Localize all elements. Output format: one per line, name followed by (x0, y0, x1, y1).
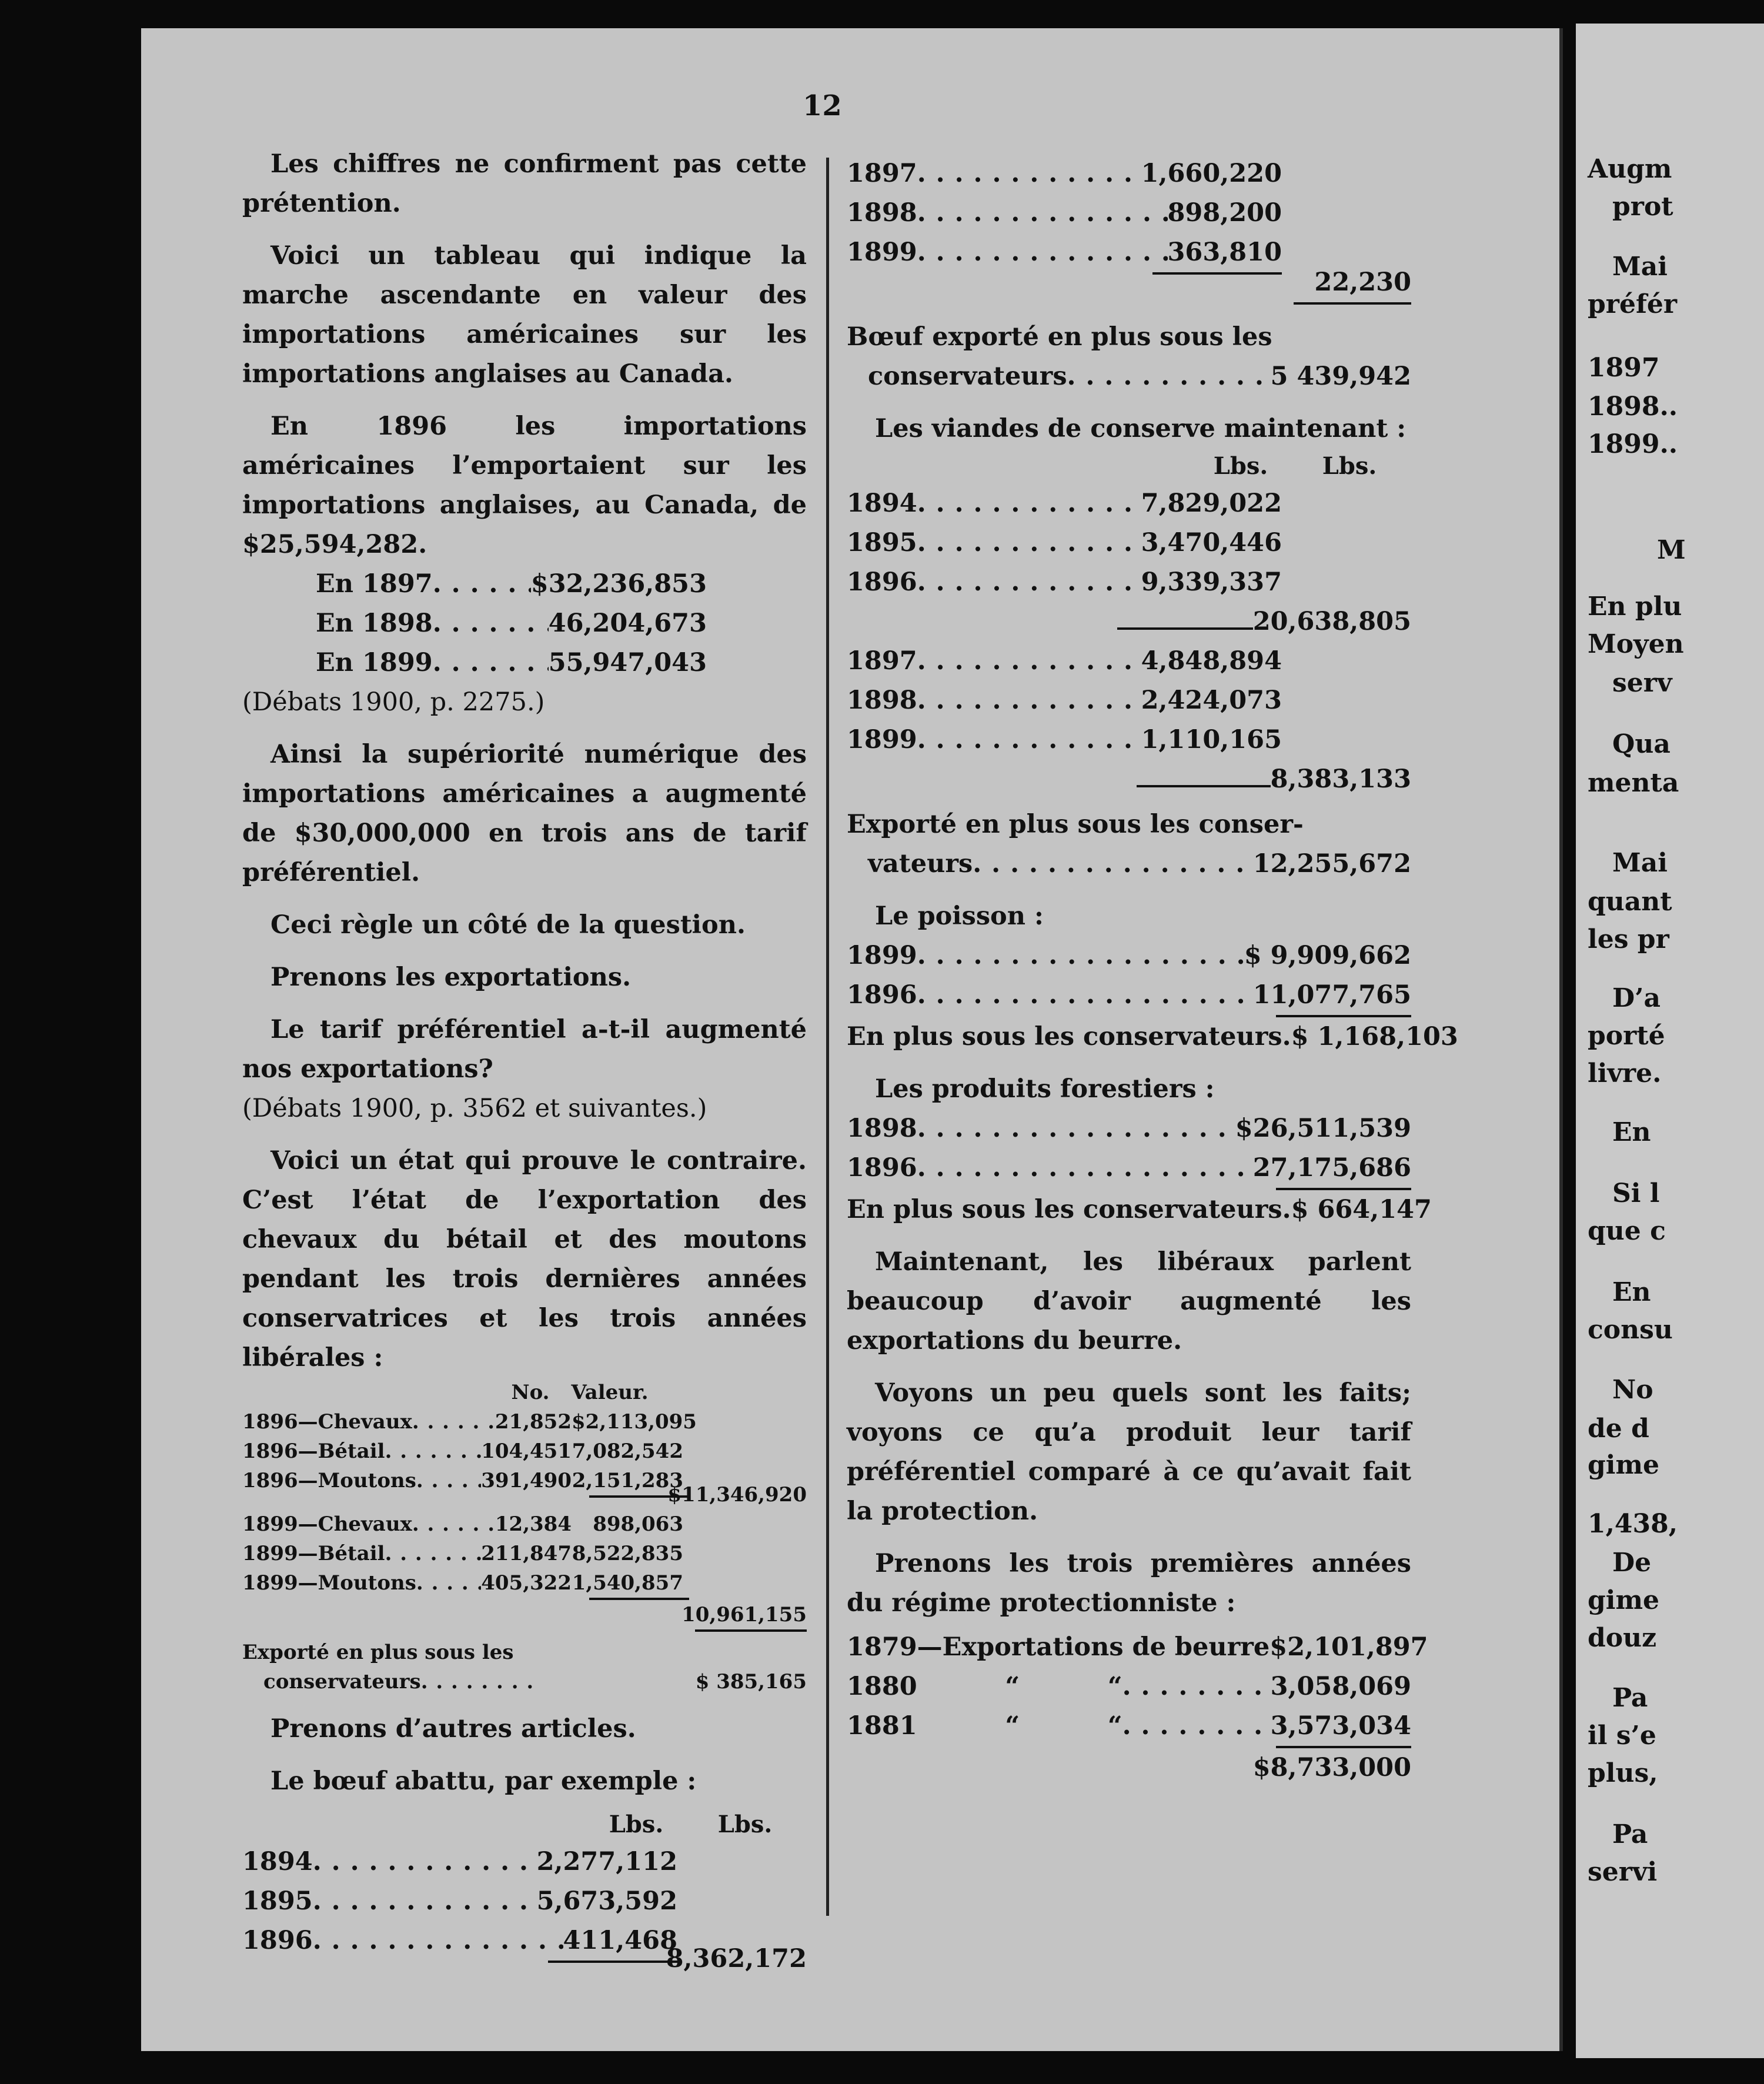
beef-table-continued (847, 154, 1282, 272)
subtotal: 20,638,805 (1252, 607, 1411, 636)
table-row: 1899 . . . $ 9,909,662 (847, 936, 1411, 976)
table-row: En 1897 . . . $32,236,853 (316, 565, 707, 604)
table-row: vateurs . . . 12,255,672 (847, 844, 1411, 884)
table-row: 1896—Moutons . . . 391,490 2,151,283 (242, 1466, 683, 1495)
table-row: conservateurs . . . 5 439,942 (847, 357, 1411, 396)
subtotal: 8,383,133 (1270, 764, 1411, 794)
table-row: 1881 “ “ . . . 3,573,034 (847, 1706, 1411, 1746)
paragraph: Les chiffres ne confirment pas cette prétention. (242, 149, 807, 218)
column-divider (826, 158, 829, 1916)
paragraph: Ceci règle un côté de la question. (270, 910, 746, 940)
table-row: 1899—Bétail . . . 211,847 8,522,835 (242, 1539, 683, 1568)
paragraph: Le tarif préférentiel a-t-il augmenté nos exportations? (242, 1015, 807, 1084)
table-row: 1898 . . . 2,424,073 (847, 681, 1282, 720)
page-number: 12 (803, 89, 842, 122)
table-row: 1896 . . . 27,175,686 (847, 1148, 1411, 1188)
table-row: 1899 . . . 1,110,165 (847, 720, 1282, 760)
table-row: En plus sous les conservateurs. $ 664,147 (847, 1195, 1432, 1224)
column-header: No. (511, 1381, 550, 1404)
paragraph: Maintenant, les libéraux parlent beaucoup d’avoir augmenté les exportations du beurre. (847, 1247, 1411, 1355)
subtotal: $11,346,920 (667, 1483, 807, 1507)
column-header: Lbs. (609, 1811, 664, 1838)
table-row: En 1899 . . . 55,947,043 (316, 643, 707, 683)
table-row: 1894 . . . 2,277,112 (242, 1842, 677, 1882)
table-row: En 1898 . . . 46,204,673 (316, 604, 707, 643)
table-row: En plus sous les conservateurs. $ 1,168,103 (847, 1022, 1458, 1051)
table-row: 1895 . . . 5,673,592 (242, 1882, 677, 1921)
table-row: 1898 . . . $26,511,539 (847, 1109, 1411, 1148)
table-row: 1899—Chevaux . . . 12,384 898,063 (242, 1509, 683, 1539)
section-heading: Les viandes de conserve maintenant : (875, 414, 1406, 443)
canned-table (847, 484, 1282, 602)
paragraph: En 1896 les importations américaines l’emportaient sur les importations anglaises, au Canada, de $25,594,282. (242, 412, 807, 559)
table-row: 1898 . . . 898,200 (847, 193, 1282, 233)
subtotal: 10,961,155 (681, 1603, 807, 1627)
table-row: 1896—Chevaux . . . 21,852 $2,113,095 (242, 1407, 683, 1437)
section-heading: Les produits forestiers : (875, 1074, 1215, 1104)
imports-table (242, 565, 807, 683)
table-row: 1879—Exportations de beurre $2,101,897 (847, 1632, 1428, 1662)
table-row: 1896—Bétail . . . 104,451 7,082,542 (242, 1437, 683, 1466)
table-row: 1895 . . . 3,470,446 (847, 523, 1282, 563)
paragraph: Prenons les exportations. (270, 963, 632, 992)
paragraph: Voici un état qui prouve le contraire. C’est l’état de l’exportation des chevaux du bétail et des moutons pendant les trois dernières années conservatrices et les trois années libérales : (242, 1146, 807, 1372)
table-row: conservateurs . . . $ 385,165 (242, 1667, 807, 1696)
left-column (242, 145, 807, 1979)
butter-table (847, 1628, 1428, 1788)
table-row: 1896 . . . 9,339,337 (847, 563, 1282, 602)
table-row: 1896 . . . 411,468 (242, 1921, 677, 1961)
beef-table (242, 1807, 807, 1979)
table-row: 1896 . . . 11,077,765 (847, 976, 1411, 1015)
table-row: 1880 “ “ . . . 3,058,069 (847, 1667, 1411, 1706)
paragraph: Le bœuf abattu, par exemple : (270, 1766, 697, 1796)
table-row: 1897 . . . 4,848,894 (847, 642, 1282, 681)
paragraph: Voici un tableau qui indique la marche ascendante en valeur des importations américaines sur les importations anglaises au Canada. (242, 241, 807, 389)
citation: (Débats 1900, p. 2275.) (242, 687, 545, 717)
table-row: 1899 . . . 363,810 (847, 233, 1282, 272)
citation: (Débats 1900, p. 3562 et suivantes.) (242, 1094, 707, 1123)
table-row: 1899—Moutons . . . 405,322 1,540,857 (242, 1568, 683, 1598)
column-header: Lbs. (717, 1811, 773, 1838)
column-header: Lbs. (1322, 452, 1377, 480)
paragraph: Prenons les trois premières années du régime protectionniste : (847, 1549, 1411, 1618)
right-column: 1897 . . . 1,660,220 1898 . . . 898,200 1899 . . . 363,810 22,230 Bœuf exporté en plus sous les conservateurs . . . 5 439,942 Les viandes de conserve maintenant : Lbs. Lbs. 1894 . . . 7,829,022 1895 . . . 3,470,446 1896 . . . 9,339,337 20,638,805 1897 . . . 4,848,894 1898 . . . 2,424,073 1899 . . . 1,110,165 8,383,133 Exporté en plus sous les conser- vateurs . . . 12,255,672 Le poisson : 1899 . . . $ 9,909,662 1896 . . . 11,077,765 En plus sous les conservateurs. $ 1,168,103 Les produits forestiers : 1898 . . . $26,511,539 1896 . . . 27,175,686 En plus sous les conservateurs. $ 664,147 Maintenant, les libéraux parlent beaucoup d’avoir augmenté les exportations du beurre. Voyons un peu quels sont les faits; voyons ce qu’a produit leur tarif préférentiel comparé à ce qu’avait fait la protection. Prenons les trois premières années du régime protectionniste : 1879—Exportations de beurre $2,101,897 1880 “ “ . . . 3,058,069 1881 “ “ . . . 3,573,034 $8,733,000 (847, 154, 1411, 1788)
paragraph: Voyons un peu quels sont les faits; voyons ce qu’a produit leur tarif préférentiel comparé à ce qu’avait fait la protection. (847, 1378, 1411, 1526)
subtotal: $8,733,000 (1252, 1753, 1411, 1782)
subtotal: 8,362,172 (666, 1944, 807, 1973)
paragraph: Ainsi la supériorité numérique des importations américaines a augmenté de $30,000,000 en trois ans de tarif préférentiel. (242, 740, 807, 887)
table-row: 1897 . . . 1,660,220 (847, 154, 1282, 193)
section-heading: Le poisson : (875, 901, 1044, 931)
column-header: Valeur. (571, 1381, 649, 1404)
paragraph: Prenons d’autres articles. (270, 1714, 636, 1744)
column-header: Lbs. (1213, 452, 1268, 480)
table-row: 1894 . . . 7,829,022 (847, 484, 1282, 523)
subtotal: 22,230 (1314, 268, 1411, 297)
livestock-table: No. Valeur. 1896—Chevaux . . . 21,852 $2,113,095 1896—Bétail . . . 104,451 7,082,542 1896—Moutons . . . 391,490 2,151,283 $11,346,920 1899—Chevaux . . . 12,384 898,063 1899—Bétail . . . 211,847 8,522,835 1899—Moutons . . . 405,322 1,540,857 10,961,155 Exporté en plus sous les conservateurs . . . $ 385,165 (242, 1378, 807, 1696)
